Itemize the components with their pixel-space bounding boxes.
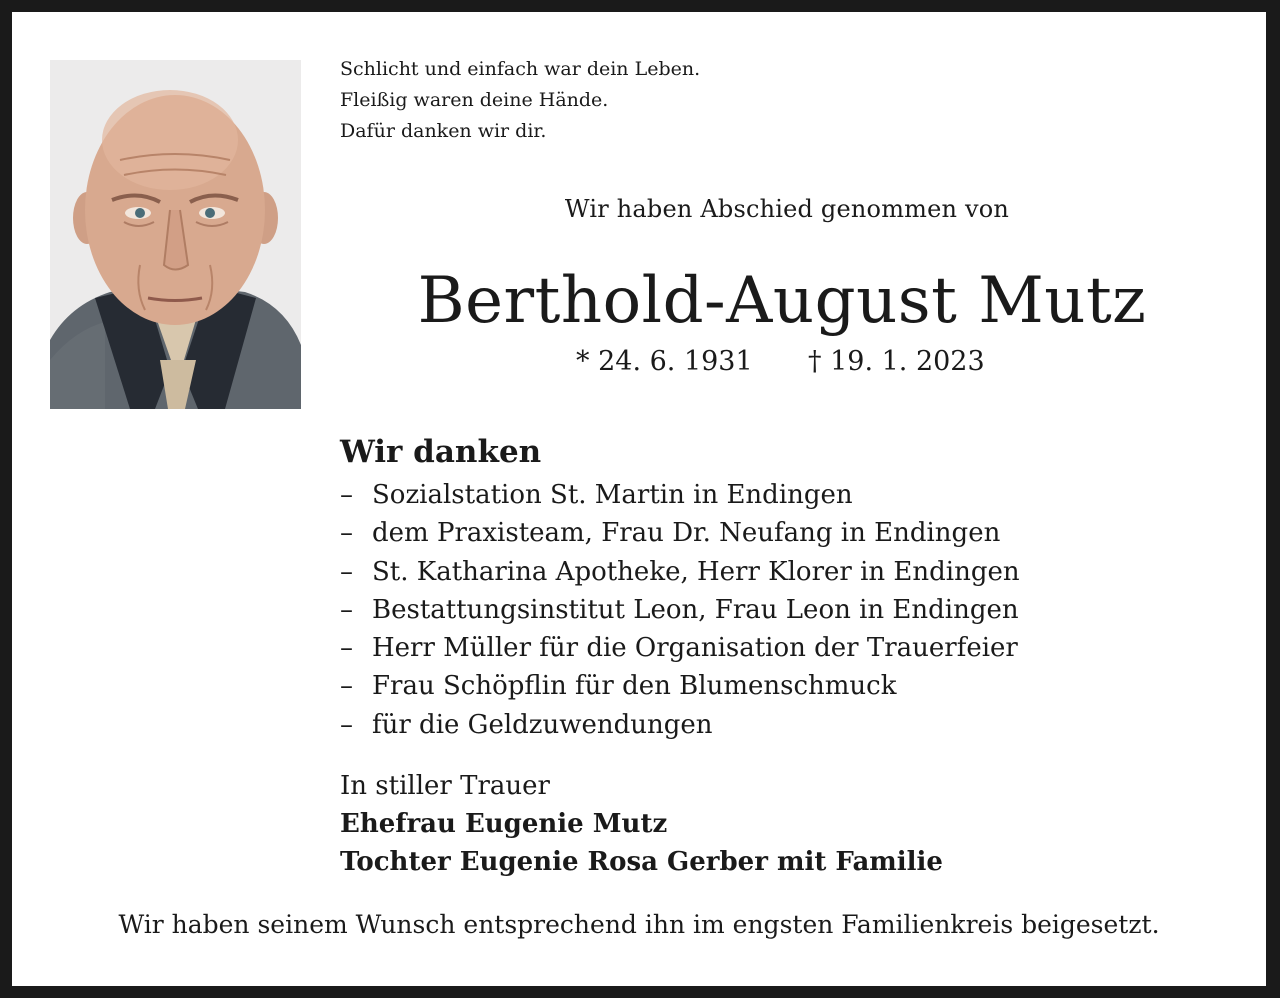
- portrait-photo: [50, 60, 301, 409]
- death-date: † 19. 1. 2023: [808, 346, 985, 377]
- list-item-text: Sozialstation St. Martin in Endingen: [372, 480, 853, 510]
- mourning-intro: In stiller Trauer: [340, 771, 550, 801]
- poem-line: Dafür danken wir dir.: [340, 120, 547, 142]
- dash-bullet: –: [340, 556, 353, 587]
- list-item-text: für die Geldzuwendungen: [372, 709, 713, 740]
- list-item: [340, 476, 1240, 514]
- dash-bullet: –: [340, 709, 353, 740]
- list-item-text: Frau Schöpflin für den Blumenschmuck: [372, 671, 897, 702]
- farewell-intro: Wir haben Abschied genommen von: [564, 195, 1010, 223]
- list-item-text: Herr Müller für die Organisation der Trauerfeier: [372, 633, 1018, 664]
- dash-bullet: –: [340, 671, 353, 702]
- dash-bullet: –: [340, 518, 353, 549]
- mourners-block: [340, 767, 943, 881]
- birth-date: * 24. 6. 1931: [576, 346, 753, 377]
- list-item: [340, 706, 1240, 744]
- poem: [340, 54, 840, 147]
- thanks-heading: Wir danken: [340, 434, 542, 470]
- poem-line: Schlicht und einfach war dein Leben.: [340, 58, 701, 80]
- deceased-name: Berthold-August Mutz: [417, 264, 1147, 338]
- thanks-list: [340, 476, 1240, 744]
- dash-bullet: –: [340, 594, 353, 625]
- poem-line: Fleißig waren deine Hände.: [340, 89, 609, 111]
- dash-bullet: –: [340, 633, 353, 664]
- list-item-text: Bestattungsinstitut Leon, Frau Leon in Endingen: [372, 594, 1019, 625]
- list-item-text: St. Katharina Apotheke, Herr Klorer in Endingen: [372, 556, 1020, 587]
- list-item-text: dem Praxisteam, Frau Dr. Neufang in Endingen: [372, 518, 1001, 549]
- mourner-name: Ehefrau Eugenie Mutz: [340, 809, 668, 839]
- burial-note: Wir haben seinem Wunsch entsprechend ihn im engsten Familienkreis beigesetzt.: [118, 910, 1160, 939]
- obituary-card: [12, 12, 1266, 986]
- list-item: [340, 629, 1240, 667]
- mourner-name: Tochter Eugenie Rosa Gerber mit Familie: [340, 847, 943, 877]
- list-item: [340, 514, 1240, 552]
- list-item: [340, 553, 1240, 591]
- list-item: [340, 667, 1240, 705]
- dash-bullet: –: [340, 480, 353, 510]
- list-item: [340, 591, 1240, 629]
